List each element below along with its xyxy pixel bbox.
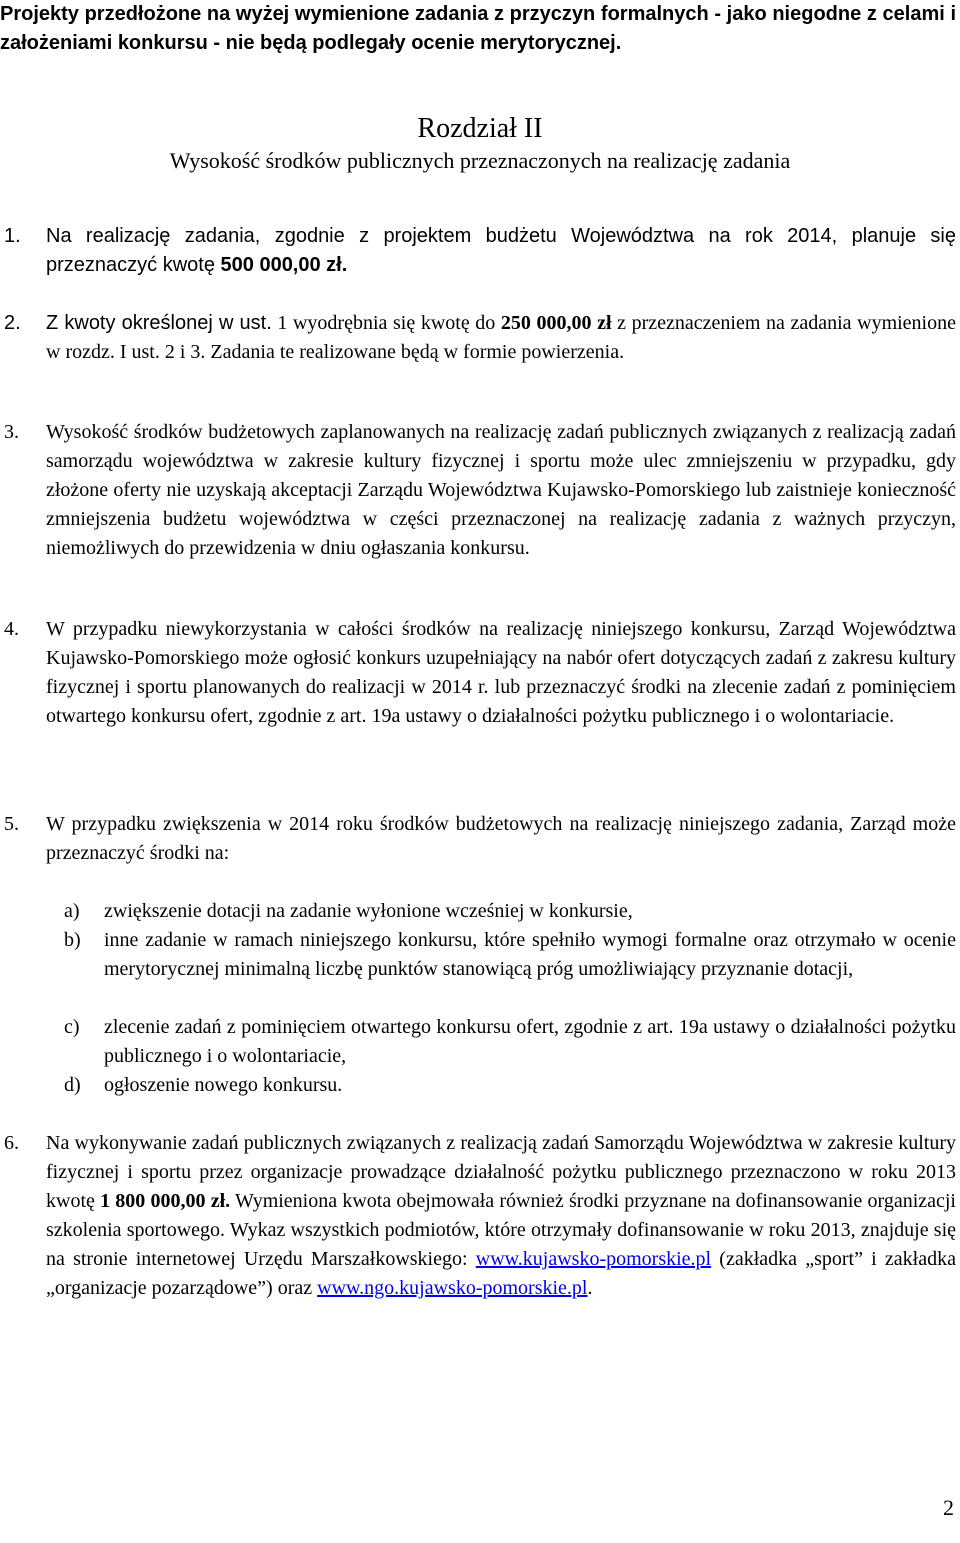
- item-amount: 1 800 000,00 zł.: [100, 1190, 231, 1212]
- chapter-title: Rozdział II: [417, 113, 543, 144]
- sub-item-label: c): [64, 1016, 80, 1038]
- item-number: 4.: [4, 618, 19, 640]
- item-amount: 500 000,00 zł.: [220, 254, 348, 276]
- item-number: 5.: [4, 813, 19, 835]
- item-text-part: .: [587, 1277, 593, 1299]
- sub-item-text: ogłoszenie nowego konkursu.: [104, 1074, 343, 1096]
- link-kujawsko-pomorskie[interactable]: www.kujawsko-pomorskie.pl: [475, 1248, 712, 1270]
- item-text: W przypadku niewykorzystania w całości środków na realizację niniejszego konkursu, Zarząd Województwa Kujawsko-Pomorskiego może ogłosić konkurs uzupełniający na nabór ofert dotyczących zadań z zakresu kultury fizycznej i sportu planowanych do realizacji w 2014 r. lub przeznaczyć środki na zlecenie zadań z pominięciem otwartego konkursu ofert, zgodnie z art. 19a ustawy o działalności pożytku publicznego i o wolontariacie.: [46, 618, 956, 727]
- sub-item-label: b): [64, 929, 81, 951]
- item-number: 3.: [4, 421, 19, 443]
- sub-item-text: zlecenie zadań z pominięciem otwartego konkursu ofert, zgodnie z art. 19a ustawy o działalności pożytku publicznego i o wolontariacie,: [104, 1016, 956, 1067]
- page-number: 2: [943, 1495, 954, 1520]
- link-ngo-kujawsko-pomorskie[interactable]: www.ngo.kujawsko-pomorskie.pl: [317, 1277, 588, 1299]
- chapter-subtitle: Wysokość środków publicznych przeznaczonych na realizację zadania: [169, 148, 791, 173]
- item-text: [46, 222, 956, 280]
- item-text-part: z przeznaczeniem na zadania wymienione w rozdz. I ust. 2 i 3. Zadania te realizowane będą w formie powierzenia.: [46, 312, 956, 363]
- item-text-part: (zakładka „sport” i zakładka „organizacje pozarządowe”) oraz: [46, 1248, 956, 1299]
- sub-item-label: d): [64, 1074, 81, 1096]
- item-text: Wysokość środków budżetowych zaplanowanych na realizację zadań publicznych związanych z realizacją zadań samorządu województwa w zakresie kultury fizycznej i sportu może ulec zmniejszeniu w przypadku, gdy złożone oferty nie uzyskają akceptacji Zarządu Województwa Kujawsko-Pomorskiego lub zaistnieje konieczność zmniejszenia budżetu województwa w części przeznaczonej na realizację zadania z ważnych przyczyn, niemożliwych do przewidzenia w dniu ogłaszania konkursu.: [46, 421, 956, 559]
- item-number: 6.: [4, 1132, 19, 1154]
- sub-item-text: inne zadanie w ramach niniejszego konkursu, które spełniło wymogi formalne oraz otrzymało w ocenie merytorycznej minimalną liczbę punktów stanowiącą próg umożliwiający przyznanie dotacji,: [104, 929, 956, 980]
- sub-item-text: zwiększenie dotacji na zadanie wyłonione wcześniej w konkursie,: [104, 900, 633, 922]
- chapter-heading: [0, 112, 960, 176]
- item-text-part: Na realizację zadania, zgodnie z projektem budżetu Województwa na rok 2014, planuje się przeznaczyć kwotę: [46, 225, 956, 276]
- sub-item-b: [64, 926, 956, 984]
- list-item-6: [4, 1129, 956, 1303]
- item-number: 2.: [4, 312, 21, 334]
- item-text-part: Z kwoty określonej w ust.: [46, 312, 272, 334]
- item-text-part: 1 wyodrębnia się kwotę do: [271, 312, 501, 334]
- item-text: W przypadku zwiększenia w 2014 roku środków budżetowych na realizację niniejszego zadania, Zarząd może przeznaczyć środki na:: [46, 813, 956, 864]
- list-item-4: [4, 615, 956, 731]
- item-text: [46, 309, 956, 367]
- sub-item-label: a): [64, 900, 80, 922]
- sub-item-a: [64, 897, 956, 926]
- list-item-1: [4, 222, 956, 280]
- item-text-part: Wymieniona kwota obejmowała również środki przyznane na dofinansowanie organizacji szkolenia sportowego. Wykaz wszystkich podmiotów, które otrzymały dofinansowanie w roku 2013, znajduje się na stronie internetowej Urzędu Marszałkowskiego:: [46, 1190, 956, 1270]
- list-item-3: [4, 418, 956, 563]
- list-item-5: [4, 810, 956, 868]
- item-text: [46, 1129, 956, 1303]
- sub-item-d: [64, 1071, 956, 1100]
- item-text-part: Na wykonywanie zadań publicznych związanych z realizacją zadań Samorządu Województwa w zakresie kultury fizycznej i sportu przez organizacje prowadzące działalność pożytku publicznego przeznaczono w roku 2013 kwotę: [46, 1132, 956, 1212]
- item-amount: 250 000,00 zł: [500, 312, 612, 334]
- list-item-2: [4, 309, 956, 367]
- item-number: 1.: [4, 225, 21, 247]
- intro-paragraph: Projekty przedłożone na wyżej wymienione zadania z przyczyn formalnych - jako niegodne z celami i założeniami konkursu - nie będą podlegały ocenie merytorycznej.: [0, 3, 956, 54]
- sub-item-c: [64, 1013, 956, 1071]
